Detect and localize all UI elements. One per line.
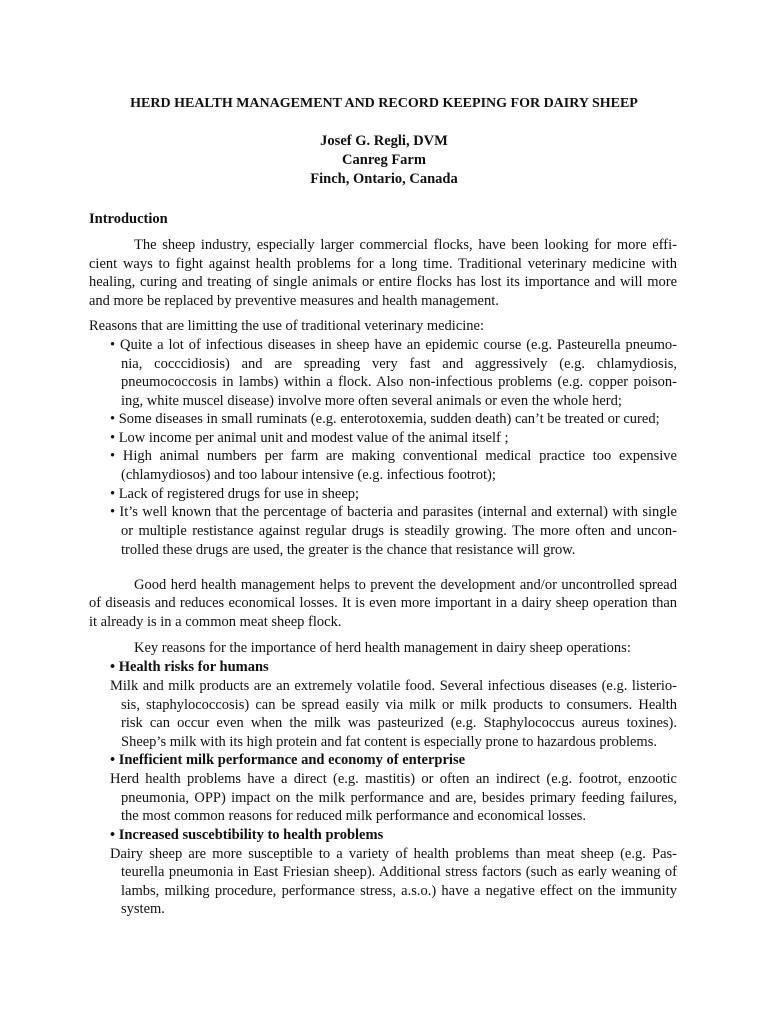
key-reason-line: Dairy sheep are more susceptible to a variety of health problems than meat sheep (e.g. Pas- — [110, 846, 677, 862]
key-reason-line: lambs, milking procedure, performance stress, a.s.o.) have a negative effect on the immunity — [121, 883, 677, 899]
reason-item: • High animal numbers per farm are making conventional medical practice too expensive — [110, 447, 677, 466]
paragraph-1-line: cient ways to fight against health problems for a long time. Traditional veterinary medicine with — [89, 256, 677, 272]
key-reason-heading: • Inefficient milk performance and economy of enterprise — [110, 751, 465, 770]
reason-item: • Some diseases in small ruminats (e.g. enterotoxemia, sudden death) can’t be treated or cured; — [110, 410, 660, 429]
author-organization: Canreg Farm — [342, 152, 426, 168]
author-name: Josef G. Regli, DVM — [320, 133, 448, 149]
key-reason-line: sis, staphylococcosis) can be spread easily via milk or milk products to consumers. Health — [121, 697, 677, 713]
key-reason-heading: • Increased suscebtibility to health problems — [110, 826, 383, 845]
reason-item-line: trolled these drugs are used, the greater is the chance that resistance will grow. — [121, 542, 576, 558]
key-reason-line: system. — [121, 901, 165, 917]
key-reason-line: teurella pneumonia in East Friesian sheep). Additional stress factors (such as early weaning of — [121, 864, 677, 880]
reason-item-line: or multiple restistance against regular drugs is steadily growing. The more often and uncon- — [121, 523, 677, 539]
paragraph-2-line: Good herd health management helps to prevent the development and/or uncontrolled spread — [134, 577, 677, 593]
reason-item-line: ing, white muscel disease) involve more often several animals or even the whole herd; — [121, 393, 622, 409]
reason-item: • It’s well known that the percentage of bacteria and parasites (internal and external) with single — [110, 503, 677, 522]
reason-item-line: (chlamydiosos) and too labour intensive (e.g. infectious footrot); — [121, 467, 496, 483]
key-reasons-intro: Key reasons for the importance of herd health management in dairy sheep operations: — [134, 640, 631, 656]
key-reason-line: risk can occur even when the milk was pasteurized (e.g. Staphylococcus aureus toxines). — [121, 715, 677, 731]
reason-item-line: pneumococcosis in lambs) within a flock. Also non-infectious problems (e.g. copper poison- — [121, 374, 677, 390]
reason-item: • Low income per animal unit and modest value of the animal itself ; — [110, 429, 508, 448]
key-reason-line: Milk and milk products are an extremely volatile food. Several infectious diseases (e.g. listerio- — [110, 678, 677, 694]
paragraph-1-line: healing, curing and treating of single animals or entire flocks has lost its importance and will more — [89, 274, 677, 290]
reasons-intro: Reasons that are limitting the use of traditional veterinary medicine: — [89, 318, 485, 334]
reason-item: • Quite a lot of infectious diseases in sheep have an epidemic course (e.g. Pasteurella pneumo- — [110, 336, 677, 355]
paragraph-1-line: The sheep industry, especially larger commercial flocks, have been looking for more effi- — [134, 237, 677, 253]
author-location: Finch, Ontario, Canada — [310, 171, 458, 187]
key-reason-line: the most common reasons for reduced milk performance and economical losses. — [121, 808, 587, 824]
document-title: HERD HEALTH MANAGEMENT AND RECORD KEEPING FOR DAIRY SHEEP — [130, 96, 638, 111]
key-reason-heading: • Health risks for humans — [110, 658, 269, 677]
paragraph-2-line: it already is in a common meat sheep flock. — [89, 614, 342, 630]
key-reason-line: Herd health problems have a direct (e.g. mastitis) or often an indirect (e.g. footrot, enzootic — [110, 771, 677, 787]
paragraph-2-line: of diseasis and reduces economical losses. It is even more important in a dairy sheep operation than — [89, 595, 677, 611]
section-heading-introduction: Introduction — [89, 211, 168, 227]
paragraph-1-line: and more be replaced by preventive measures and health management. — [89, 293, 499, 309]
key-reason-line: Sheep’s milk with its high protein and fat content is especially prone to hazardous problems. — [121, 734, 657, 750]
reason-item: • Lack of registered drugs for use in sheep; — [110, 485, 359, 504]
reason-item-line: nia, cocccidiosis) and are spreading very fast and aggressively (e.g. chlamydiosis, — [121, 356, 677, 372]
key-reason-line: pneumonia, OPP) impact on the milk performance and are, besides primary feeding failures, — [121, 790, 677, 806]
